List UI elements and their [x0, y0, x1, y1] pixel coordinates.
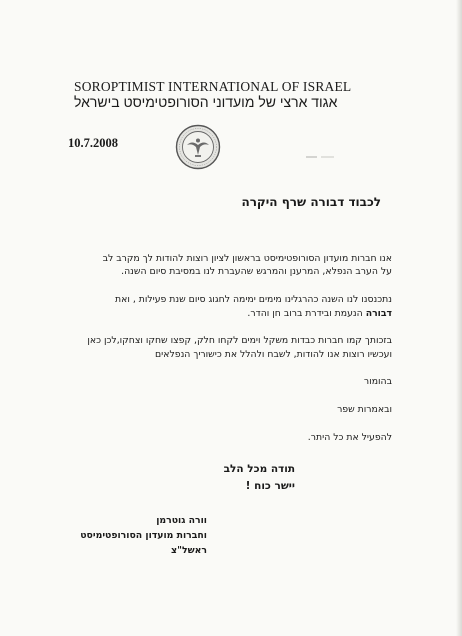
paragraph3-line1: בזכותך קמו חברות כבדות משקל וימים לקחו חלק, קפצו שחקו וצחקו,לכן כאן — [87, 335, 392, 346]
thanks-line2: יישר כוח ! — [245, 480, 295, 492]
paragraph1-line2: על הערב הנפלא, המרענן והמרגש שהעברת לנו במסיבת סיום השנה. — [121, 266, 392, 277]
page-edge-shadow — [456, 0, 462, 636]
thanks-line1: תודה מכל הלב — [223, 463, 295, 475]
salutation-heading: לכבוד דבורה שרף היקרה — [241, 195, 381, 209]
honoree-name: דבורה — [365, 308, 392, 319]
signature-club: וחברות מועדון הסורופטימיסט — [80, 530, 207, 541]
signature-city: ראשל"צ — [171, 545, 207, 556]
soroptimist-seal-icon — [175, 124, 221, 170]
wishes-line1: בהומור — [363, 376, 392, 387]
paragraph1-line1: אנו חברות מועדון הסורופטימיסט בראשון לציון רוצות להודות לך מקרב לב — [102, 253, 392, 264]
signature-name: וורה גוטרמן — [156, 515, 207, 526]
org-name-english: SOROPTIMIST INTERNATIONAL OF ISRAEL — [74, 79, 352, 94]
wishes-line3: להפעיל את כל היתר. — [307, 432, 392, 443]
paragraph2-line1: נתכנסנו לנו השנה כהרגלינו מימים ימימה לחגוג סיום שנת פעילות , ואת — [115, 294, 392, 305]
faint-stamp-mark-icon — [305, 154, 335, 160]
wishes-line2: ובאמרות שפר — [337, 404, 392, 415]
org-name-hebrew: אגוד ארצי של מועדוני הסורופטימיסט בישראל — [74, 94, 338, 110]
letter-date: 10.7.2008 — [68, 136, 118, 150]
paragraph3-line2: ועכשיו רוצות אנו להודות, לשבח ולהלל את כישוריך הנפלאים — [155, 349, 392, 360]
paragraph2-line2 — [247, 308, 392, 319]
paragraph2-line2-rest: הנעמת ובידרת ברוב חן והדר. — [247, 308, 366, 319]
